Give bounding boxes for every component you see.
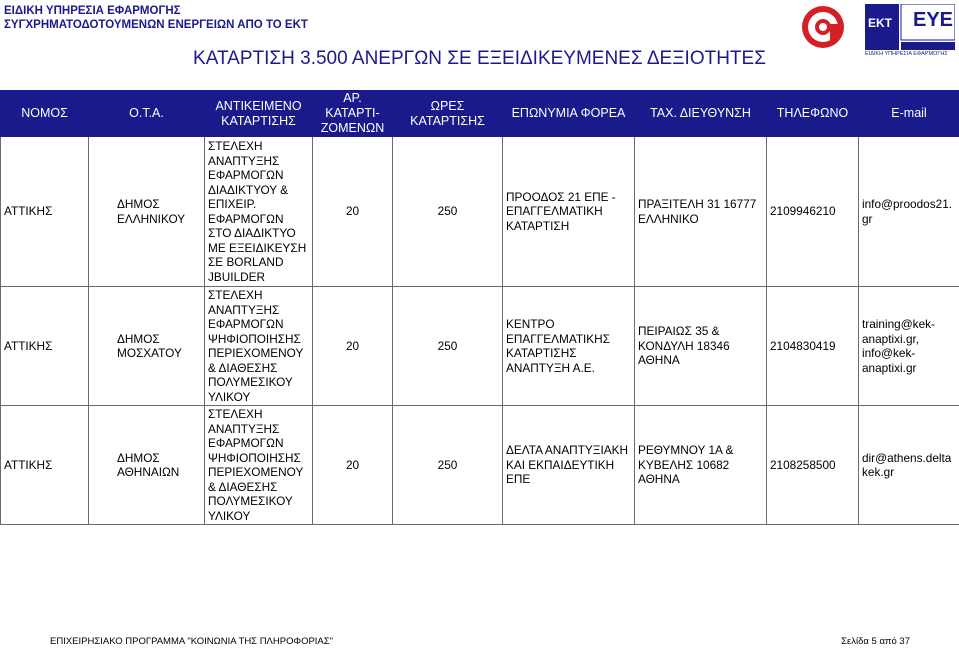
cell-address: ΠΕΙΡΑΙΩΣ 35 & ΚΟΝΔΥΛΗ 18346 ΑΘΗΝΑ — [635, 287, 767, 406]
cell-subject: ΣΤΕΛΕΧΗ ΑΝΑΠΤΥΞΗΣ ΕΦΑΡΜΟΓΩΝ ΨΗΦΙΟΠΟΙΗΣΗΣ ΠΕΡΙΕΧΟΜΕΝΟΥ & ΔΙΑΘΕΣΗΣ ΠΟΛΥΜΕΣΙΚΟΥ ΥΛΙΚΟΥ — [205, 406, 313, 525]
cell-phone: 2104830419 — [767, 287, 859, 406]
footer-page-number: Σελίδα 5 από 37 — [841, 636, 910, 647]
col-header-email: E-mail — [859, 91, 959, 137]
table-row — [1, 406, 959, 525]
training-programs-table — [0, 90, 959, 525]
col-header-address: ΤΑΧ. ΔΙΕΥΘΥΝΣΗ — [635, 91, 767, 137]
cell-address: ΠΡΑΞΙΤΕΛΗ 31 16777 ΕΛΛΗΝΙΚΟ — [635, 137, 767, 287]
eye-logo-text: ΕΥΕ — [913, 9, 954, 31]
table-row — [1, 137, 959, 287]
cell-trainees: 20 — [313, 406, 393, 525]
cell-address: ΡΕΘΥΜΝΟΥ 1Α & ΚΥΒΕΛΗΣ 10682 ΑΘΗΝΑ — [635, 406, 767, 525]
col-header-ota: Ο.Τ.Α. — [89, 91, 205, 137]
cell-hours: 250 — [393, 406, 503, 525]
header-agency-line1: ΕΙΔΙΚΗ ΥΠΗΡΕΣΙΑ ΕΦΑΡΜΟΓΗΣ — [4, 5, 181, 17]
cell-email: info@proodos21. gr — [859, 137, 959, 287]
cell-nomos: ΑΤΤΙΚΗΣ — [1, 137, 89, 287]
ekt-logo-subtitle: ΕΙΔΙΚΗ ΥΠΗΡΕΣΙΑ ΕΦΑΡΜΟΓΗΣ — [865, 51, 948, 57]
cell-email: dir@athens.delta kek.gr — [859, 406, 959, 525]
table-header-row — [1, 91, 959, 137]
document-title: ΚΑΤΑΡΤΙΣΗ 3.500 ΑΝΕΡΓΩΝ ΣΕ ΕΞΕΙΔΙΚΕΥΜΕΝΕΣ ΔΕΞΙΟΤΗΤΕΣ — [193, 48, 766, 69]
cell-provider: ΔΕΛΤΑ ΑΝΑΠΤΥΞΙΑΚΗ ΚΑΙ ΕΚΠΑΙΔΕΥΤΙΚΗ ΕΠΕ — [503, 406, 635, 525]
col-header-nomos: ΝΟΜΟΣ — [1, 91, 89, 137]
table-row — [1, 287, 959, 406]
cell-phone: 2108258500 — [767, 406, 859, 525]
cell-email: training@kek- anaptixi.gr, info@kek- anaptixi.gr — [859, 287, 959, 406]
cell-ota: ΔΗΜΟΣ ΜΟΣΧΑΤΟΥ — [89, 287, 205, 406]
cell-phone: 2109946210 — [767, 137, 859, 287]
cell-provider: ΠΡΟΟΔΟΣ 21 ΕΠΕ - ΕΠΑΓΓΕΛΜΑΤΙΚΗ ΚΑΤΑΡΤΙΣΗ — [503, 137, 635, 287]
col-header-provider: ΕΠΩΝΥΜΙΑ ΦΟΡΕΑ — [503, 91, 635, 137]
footer-program: ΕΠΙΧΕΙΡΗΣΙΑΚΟ ΠΡΟΓΡΑΜΜΑ "ΚΟΙΝΩΝΙΑ ΤΗΣ ΠΛΗΡΟΦΟΡΙΑΣ" — [50, 636, 334, 647]
ekt-logo-text: ΕΚΤ — [868, 16, 892, 30]
col-header-hours: ΩΡΕΣ ΚΑΤΑΡΤΙΣΗΣ — [393, 91, 503, 137]
cell-nomos: ΑΤΤΙΚΗΣ — [1, 287, 89, 406]
cell-hours: 250 — [393, 137, 503, 287]
cell-subject: ΣΤΕΛΕΧΗ ΑΝΑΠΤΥΞΗΣ ΕΦΑΡΜΟΓΩΝ ΨΗΦΙΟΠΟΙΗΣΗΣ ΠΕΡΙΕΧΟΜΕΝΟΥ & ΔΙΑΘΕΣΗΣ ΠΟΛΥΜΕΣΙΚΟΥ ΥΛΙΚΟΥ — [205, 287, 313, 406]
cell-trainees: 20 — [313, 137, 393, 287]
cell-hours: 250 — [393, 287, 503, 406]
col-header-trainees: ΑΡ. ΚΑΤΑΡΤΙ- ΖΟΜΕΝΩΝ — [313, 91, 393, 137]
col-header-subject: ΑΝΤΙΚΕΙΜΕΝΟ ΚΑΤΑΡΤΙΣΗΣ — [205, 91, 313, 137]
cell-trainees: 20 — [313, 287, 393, 406]
header-agency — [4, 4, 308, 32]
header-agency-line2: ΣΥΓΧΡΗΜΑΤΟΔΟΤΟΥΜΕΝΩΝ ΕΝΕΡΓΕΙΩΝ ΑΠΟ ΤΟ ΕΚΤ — [4, 19, 308, 31]
cell-subject: ΣΤΕΛΕΧΗ ΑΝΑΠΤΥΞΗΣ ΕΦΑΡΜΟΓΩΝ ΔΙΑΔΙΚΤΥΟΥ & ΕΠΙΧΕΙΡ. ΕΦΑΡΜΟΓΩΝ ΣΤΟ ΔΙΑΔΙΚΤΥΟ ΜΕ ΕΞΕΙΔΙΚΕΥΣΗ ΣΕ BORLAND JBUILDER — [205, 137, 313, 287]
at-sign-logo — [800, 4, 846, 50]
cell-ota: ΔΗΜΟΣ ΕΛΛΗΝΙΚΟΥ — [89, 137, 205, 287]
cell-provider: ΚΕΝΤΡΟ ΕΠΑΓΓΕΛΜΑΤΙΚΗΣ ΚΑΤΑΡΤΙΣΗΣ ΑΝΑΠΤΥΞΗ Α.Ε. — [503, 287, 635, 406]
cell-ota: ΔΗΜΟΣ ΑΘΗΝΑΙΩΝ — [89, 406, 205, 525]
cell-nomos: ΑΤΤΙΚΗΣ — [1, 406, 89, 525]
col-header-phone: ΤΗΛΕΦΩΝΟ — [767, 91, 859, 137]
